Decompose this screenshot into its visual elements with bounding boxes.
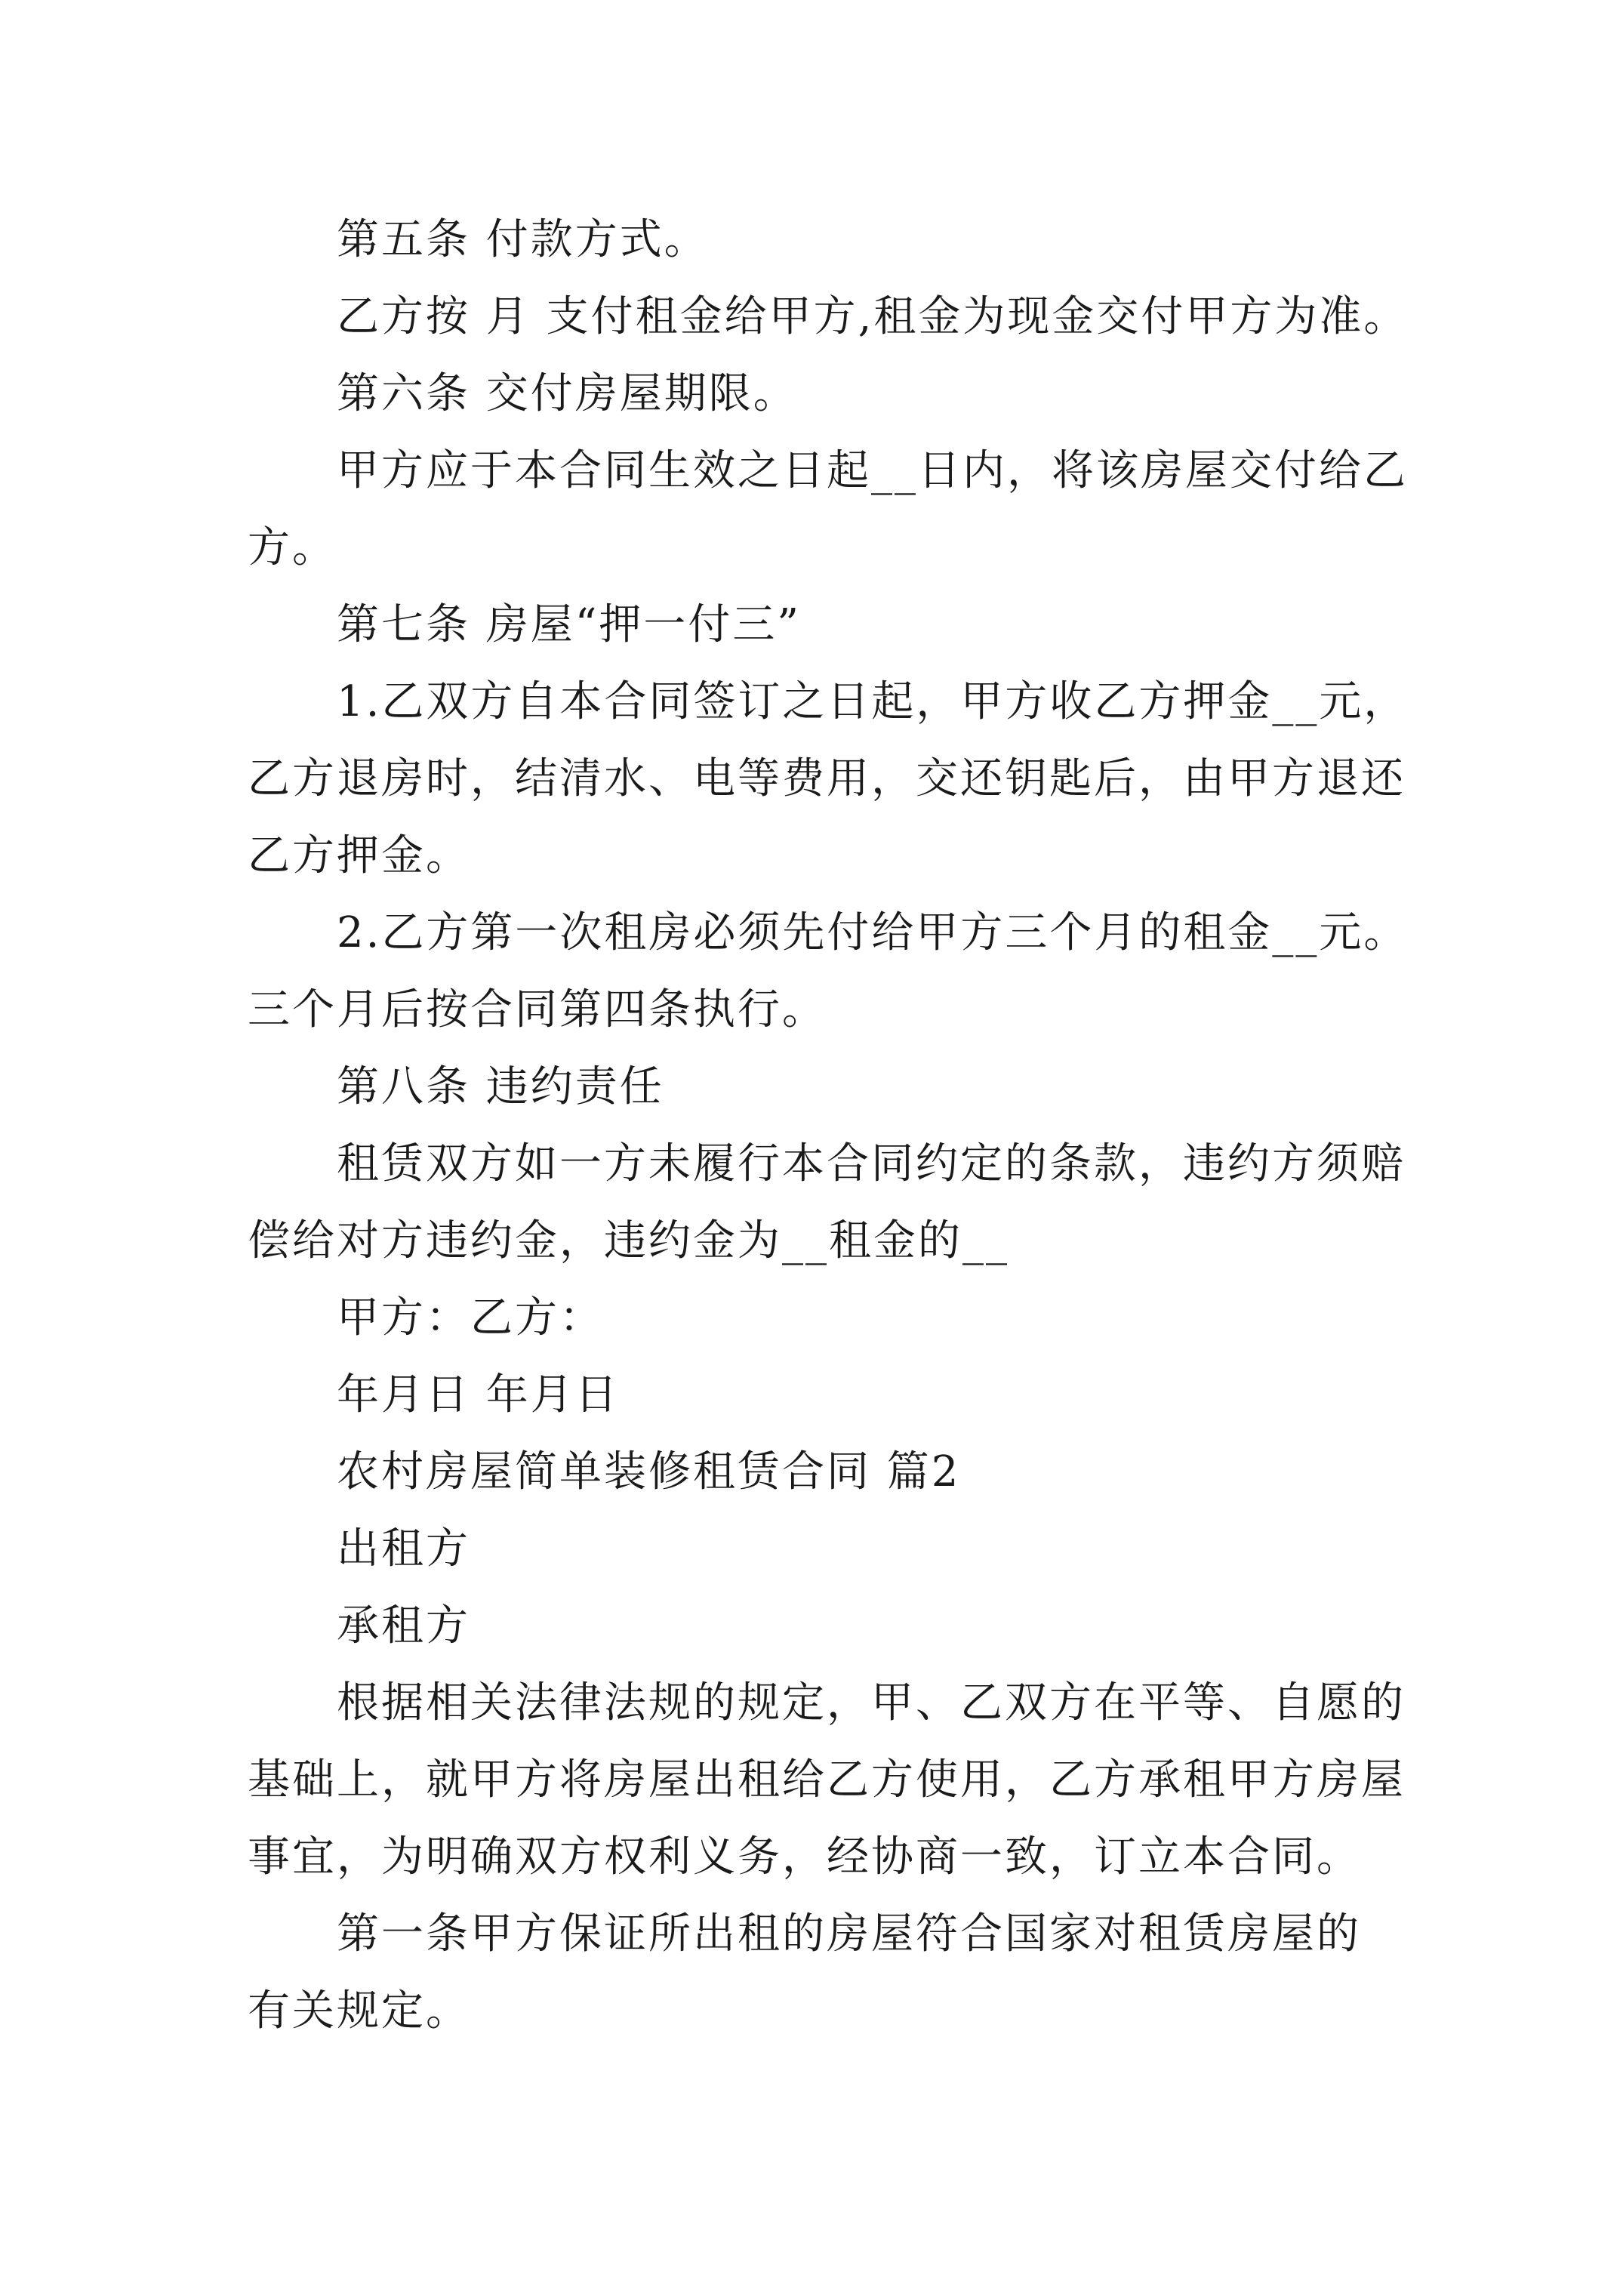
breach-clause-cont: 偿给对方违约金，违约金为__租金的__ xyxy=(248,1216,1009,1265)
preamble-text-end: 事宜，为明确双方权利义务，经协商一致，订立本合同。 xyxy=(248,1832,1361,1881)
article-1-text: 第一条甲方保证所出租的房屋符合国家对租赁房屋的 xyxy=(337,1909,1361,1959)
deposit-clause-2: 2.乙方第一次租房必须先付给甲方三个月的租金__元。 xyxy=(337,908,1409,957)
party-signatures: 甲方：乙方： xyxy=(337,1293,604,1342)
article-5-heading: 第五条 付款方式。 xyxy=(337,215,709,264)
deposit-clause-1-cont: 乙方退房时，结清水、电等费用，交还钥匙后，由甲方退还 xyxy=(248,754,1406,803)
preamble-text-cont: 基础上，就甲方将房屋出租给乙方使用，乙方承租甲方房屋 xyxy=(248,1755,1406,1804)
contract-2-title: 农村房屋简单装修租赁合同 篇2 xyxy=(337,1447,961,1496)
signature-dates: 年月日 年月日 xyxy=(337,1370,620,1419)
breach-clause: 租赁双方如一方未履行本合同约定的条款，违约方须赔 xyxy=(337,1139,1406,1188)
article-1-text-cont: 有关规定。 xyxy=(248,1986,470,2036)
lessee-label: 承租方 xyxy=(337,1601,470,1650)
deposit-clause-1: 1.乙双方自本合同签订之日起，甲方收乙方押金__元， xyxy=(337,677,1409,726)
delivery-period-text-cont: 方。 xyxy=(248,523,337,572)
deposit-clause-2-cont: 三个月后按合同第四条执行。 xyxy=(248,985,827,1034)
deposit-clause-1-end: 乙方押金。 xyxy=(248,831,470,880)
article-7-heading: 第七条 房屋“押一付三” xyxy=(337,600,802,649)
article-6-heading: 第六条 交付房屋期限。 xyxy=(337,369,798,418)
article-8-heading: 第八条 违约责任 xyxy=(337,1062,664,1111)
payment-method-text: 乙方按 月 支付租金给甲方,租金为现金交付甲方为准。 xyxy=(337,292,1409,341)
preamble-text: 根据相关法律法规的规定，甲、乙双方在平等、自愿的 xyxy=(337,1678,1406,1727)
delivery-period-text: 甲方应于本合同生效之日起__日内，将该房屋交付给乙 xyxy=(337,446,1408,495)
lessor-label: 出租方 xyxy=(337,1524,470,1573)
